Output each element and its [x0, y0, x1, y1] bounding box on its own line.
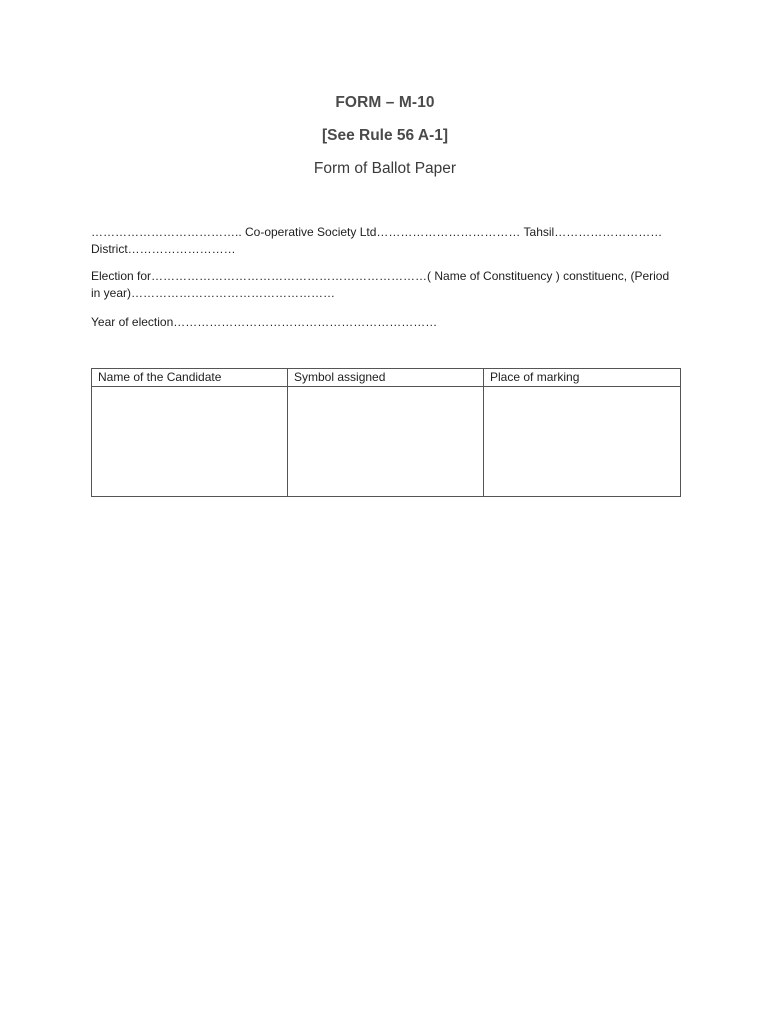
form-title: Form of Ballot Paper [313, 160, 457, 177]
symbol-assigned-cell [288, 387, 484, 497]
table-row [92, 387, 681, 497]
header-candidate-name: Name of the Candidate [92, 369, 288, 387]
election-details-line: Election for……………………………………………………………( Name of Constituency ) constituenc, (Period in year)…………………………………………… [91, 269, 670, 300]
rule-reference: [See Rule 56 A-1] [321, 127, 449, 144]
header-place-of-marking: Place of marking [484, 369, 681, 387]
year-of-election-line: Year of election………………………………………………………… [91, 315, 438, 329]
place-of-marking-cell [484, 387, 681, 497]
candidate-name-cell [92, 387, 288, 497]
form-number: FORM – M-10 [335, 94, 435, 111]
society-details-line: ……………………………….. Co-operative Society Ltd……………………………… Tahsil……………………… District……………………… [91, 225, 663, 256]
header-symbol-assigned: Symbol assigned [288, 369, 484, 387]
ballot-table [91, 368, 681, 497]
table-header-row [92, 369, 681, 387]
